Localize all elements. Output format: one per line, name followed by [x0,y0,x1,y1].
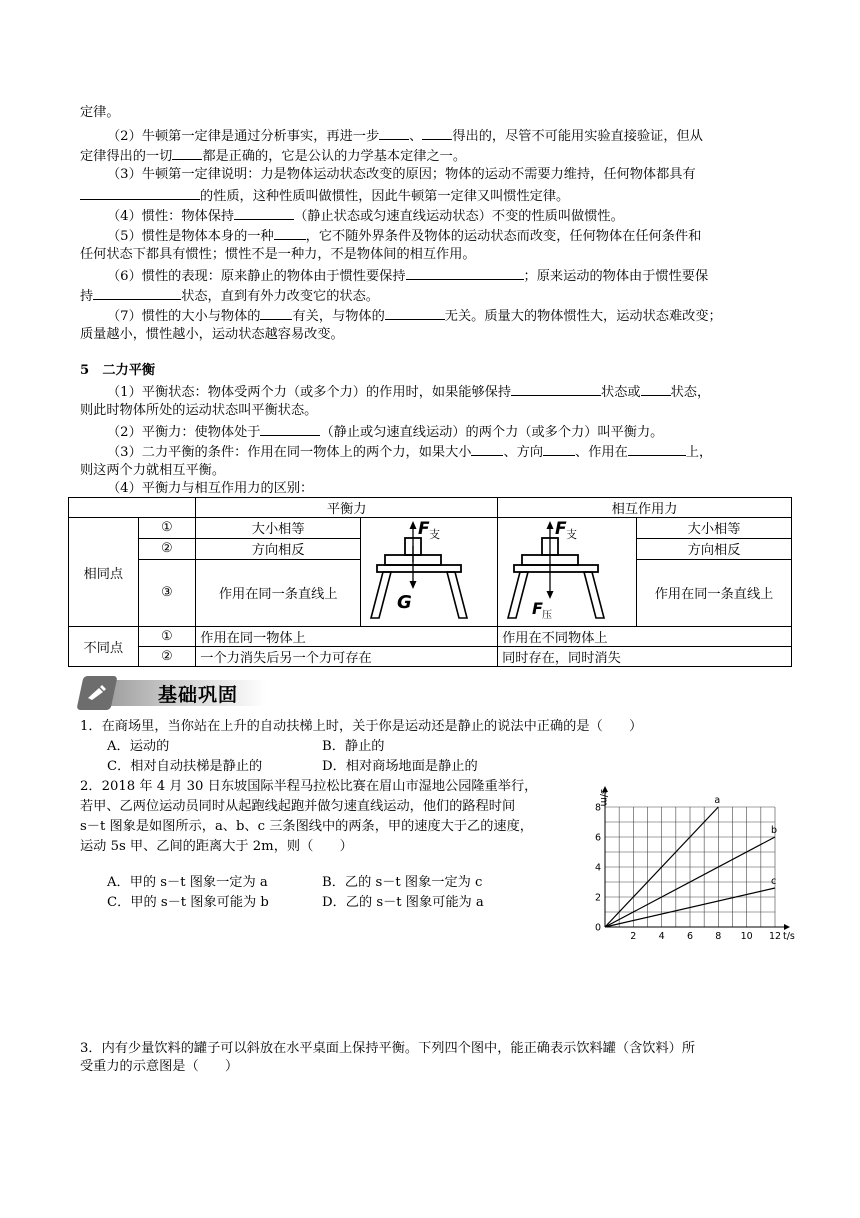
table-corner [69,498,196,518]
interaction-same-1: 大小相等 [637,518,792,539]
q1-option-b[interactable]: B．静止的 [322,739,385,754]
section5-line-6: （4）平衡力与相互作用力的区别： [107,481,314,496]
balance-same-2: 方向相反 [196,538,361,559]
pressure-subscript: 压 [542,610,553,621]
x-tick-label: 4 [658,931,665,942]
section-heading: 5 二力平衡 [80,363,156,378]
blank[interactable] [385,306,445,320]
same-label: 相同点 [69,518,139,627]
section5-line-3: （2）平衡力：使物体处于 （静止或匀速直线运动）的两个力（或多个力）叫平衡力。 [107,422,663,442]
q1-stem: 1．在商场里，当你站在上升的自动扶梯上时，关于你是运动还是静止的说法中正确的是（ ） [80,719,643,734]
row-number: ② [138,538,196,559]
blank[interactable] [172,146,202,160]
blank[interactable] [379,126,409,140]
force-label: F [418,519,430,539]
x-tick-label: 2 [630,931,637,942]
blank[interactable] [93,286,181,300]
q1-option-a[interactable]: A．运动的 [107,739,170,754]
intro-line-11: 质量越小，惯性越小，运动状态越容易改变。 [80,327,344,342]
blank[interactable] [260,306,292,320]
intro-line-1: （2）牛顿第一定律是通过分析事实，再进一步 、 得出的，尽管不可能用实验直接验证，但从 [107,126,703,146]
q2-line-3: s－t 图象是如图所示，a、b、c 三条图线中的两条，甲的速度大于乙的速度， [80,819,533,834]
interaction-force-diagram [498,518,636,622]
balance-figure-cell [361,518,498,627]
y-axis-label: s/m [598,789,609,807]
gravity-label: G [397,592,412,613]
series-label-c: c [771,876,777,887]
header-interaction: 相互作用力 [498,498,792,518]
x-tick-label: 8 [715,931,722,942]
chart-labels [595,789,795,942]
q2-option-a[interactable]: A．甲的 s－t 图象一定为 a [107,875,268,890]
y-tick-label: 8 [594,802,601,814]
balance-same-1: 大小相等 [196,518,361,539]
row-number: ① [138,518,196,539]
y-tick-label: 4 [594,862,601,874]
section-banner [80,676,266,710]
blank[interactable] [260,422,320,436]
pressure-force-label: F [532,599,544,618]
x-tick-label: 6 [686,931,694,942]
blank[interactable] [422,126,452,140]
q2-option-b[interactable]: B．乙的 s－t 图象一定为 c [322,875,483,890]
diff-label: 不同点 [69,627,139,667]
blank[interactable] [511,382,601,396]
balance-force-diagram [361,518,497,622]
pencil-glyph-icon [86,685,108,701]
blank[interactable] [234,206,294,220]
blank[interactable] [628,442,686,456]
section5-line-5: 则这两个力就相互平衡。 [80,463,226,478]
interaction-same-3: 作用在同一条直线上 [637,559,792,626]
header-balance: 平衡力 [196,498,498,518]
y-tick-label: 6 [594,832,601,844]
banner-label: 基础巩固 [158,684,239,706]
blank[interactable] [641,382,671,396]
force-subscript: 支 [429,528,441,541]
intro-line-5: （4）惯性：物体保持 （静止状态或匀速直线运动状态）不变的性质叫做惯性。 [107,206,624,226]
intro-line-9: 持 状态，直到有外力改变它的状态。 [80,286,379,306]
blank[interactable] [471,442,503,456]
interaction-diff-2: 同时存在，同时消失 [498,647,792,667]
intro-line-6: （5）惯性是物体本身的一种 ，它不随外界条件及物体的运动状态而改变，任何物体在任何条件和 [107,226,701,246]
q2-line-1: 2．2018 年 4 月 30 日东坡国际半程马拉松比赛在眉山市湿地公园隆重举行， [80,779,538,794]
q2-line-4: 运动 5s 甲、乙间的距离大于 2m，则（ ） [80,839,353,854]
blank[interactable] [80,186,200,200]
blank[interactable] [274,226,306,240]
interaction-same-2: 方向相反 [637,538,792,559]
x-axis-arrow [784,924,790,930]
q2-line-2: 若甲、乙两位运动员同时从起跑线起跑并做匀速直线运动，他们的路程时间 [80,799,516,814]
intro-line-2: 定律得出的一切 都是正确的，它是公认的力学基本定律之一。 [80,146,466,166]
intro-line-4: 的性质，这种性质叫做惯性，因此牛顿第一定律又叫惯性定律。 [80,186,569,206]
y-tick-label: 0 [594,922,601,934]
intro-line-0: 定律。 [80,105,120,120]
balance-same-3: 作用在同一条直线上 [196,559,361,626]
interaction-diff-1: 作用在不同物体上 [498,627,792,647]
comparison-table [68,497,792,667]
series-label-b: b [771,825,778,836]
blank[interactable] [543,442,575,456]
force-label: F [555,519,567,539]
x-tick-label: 10 [740,931,753,942]
chart-grid [605,807,778,927]
q1-option-d[interactable]: D．相对商场地面是静止的 [322,759,478,774]
intro-line-8: （6）惯性的表现：原来静止的物体由于惯性要保持 ；原来运动的物体由于惯性要保 [107,266,708,286]
y-tick-label: 2 [594,892,601,904]
intro-line-7: 任何状态下都具有惯性；惯性不是一种力，不是物体间的相互作用。 [80,247,476,262]
row-number: ① [138,627,196,647]
intro-line-3: （3）牛顿第一定律说明：力是物体运动状态改变的原因；物体的运动不需要力维持，任何物体都具有 [107,167,696,182]
balance-diff-1: 作用在同一物体上 [196,627,498,647]
interaction-figure-cell [498,518,637,627]
st-graph [590,780,800,942]
chart-axes [602,786,790,930]
q2-option-c[interactable]: C．甲的 s－t 图象可能为 b [107,895,269,910]
q3-line-1: 3．内有少量饮料的罐子可以斜放在水平桌面上保持平衡。下列四个图中，能正确表示饮料罐（含饮料）所 [80,1041,696,1056]
q1-option-c[interactable]: C．相对自动扶梯是静止的 [107,759,263,774]
blank[interactable] [406,266,524,280]
row-number: ③ [138,559,196,626]
series-label-a: a [714,795,721,806]
x-tick-label: 12 [768,931,782,942]
x-axis-label: t/s [783,931,795,942]
row-number: ② [138,647,196,667]
q3-line-2: 受重力的示意图是（ ） [80,1059,239,1074]
section5-line-2: 则此时物体所处的运动状态叫平衡状态。 [80,403,318,418]
section5-line-1: （1）平衡状态：物体受两个力（或多个力）的作用时，如果能够保持 状态或 状态， [107,382,710,402]
force-subscript: 支 [566,528,578,541]
section5-line-4: （3）二力平衡的条件：作用在同一物体上的两个力，如果大小 、方向 、作用在 上， [107,442,712,462]
intro-line-10: （7）惯性的大小与物体的 有关，与物体的 无关。质量大的物体惯性大，运动状态难改变； [107,306,722,326]
balance-diff-2: 一个力消失后另一个力可存在 [196,647,498,667]
q2-option-d[interactable]: D．乙的 s－t 图象可能为 a [322,895,484,910]
